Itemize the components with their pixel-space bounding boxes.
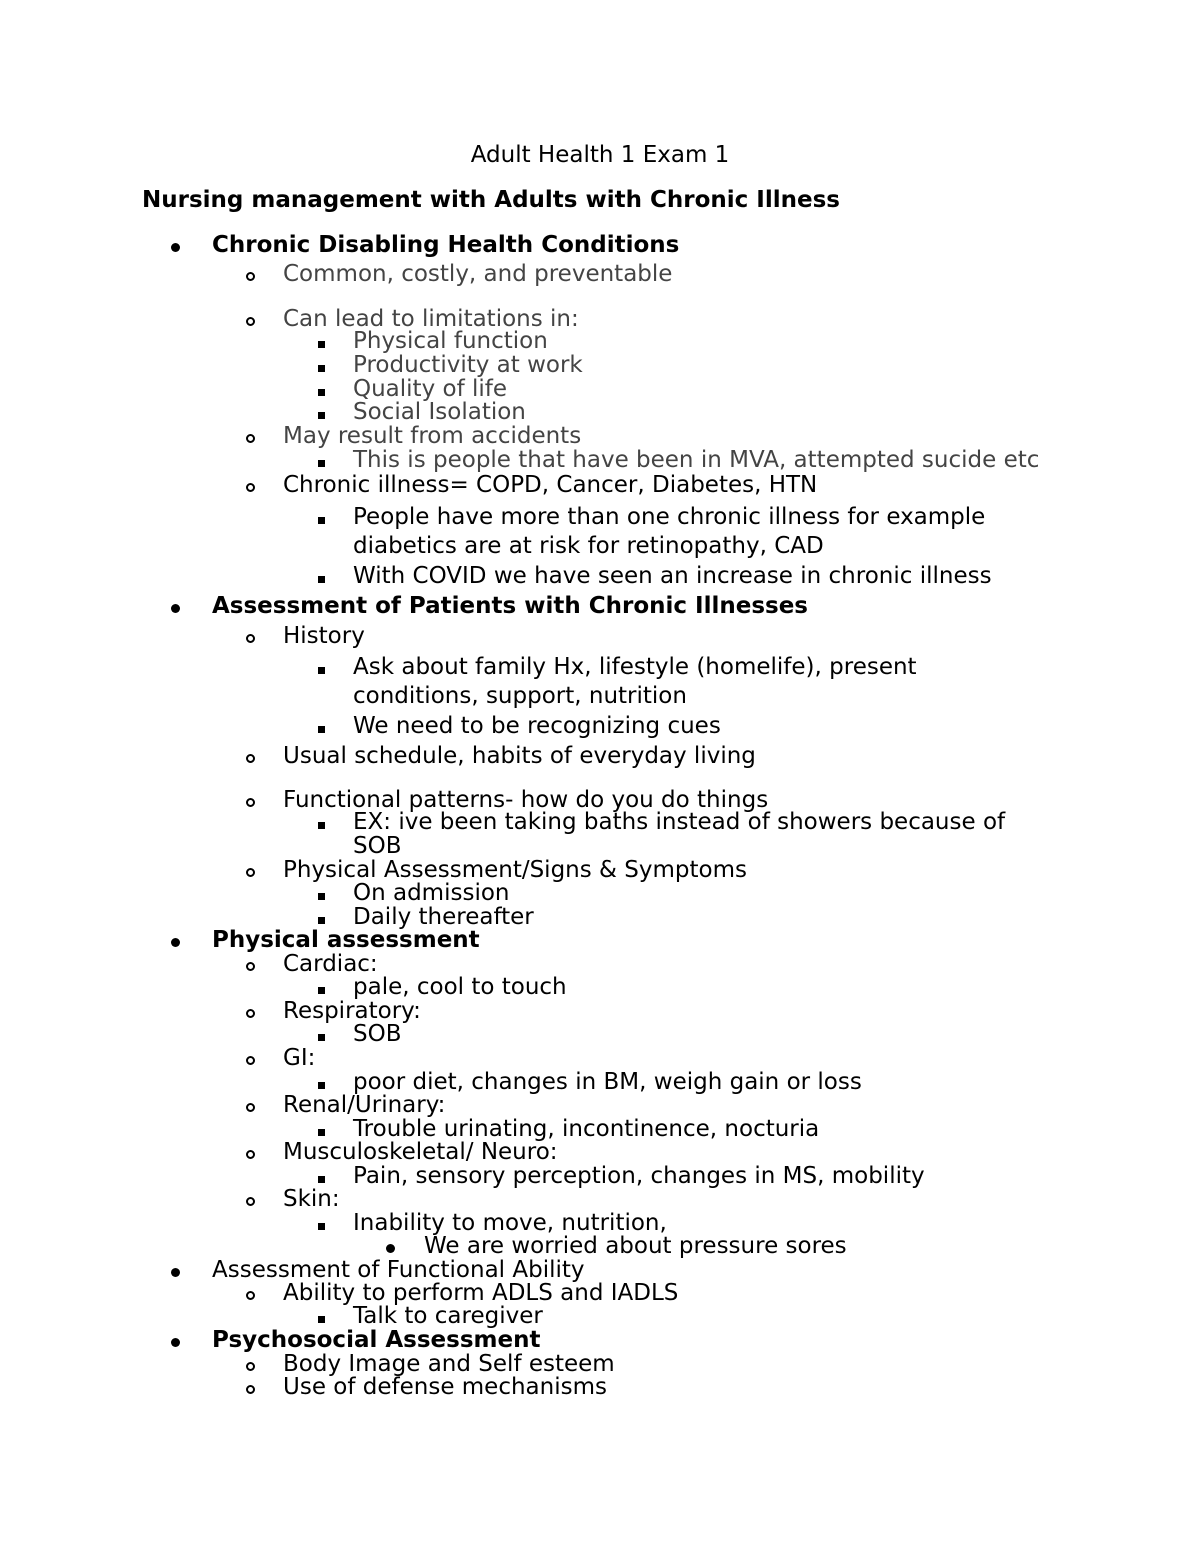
bullet-circle-icon: [246, 1185, 255, 1213]
list-item-label: Social Isolation: [353, 399, 526, 425]
list-item-label: Quality of life: [353, 376, 508, 402]
list-item-label: Talk to caregiver: [353, 1303, 543, 1329]
bullet-square-icon: [316, 712, 325, 740]
list-item-label: Renal/Urinary:: [283, 1092, 446, 1118]
bullet-circle-icon: [246, 471, 255, 499]
bullet-circle-icon: [246, 1373, 255, 1401]
list-item-label: EX: ive been taking baths instead of showers because of: [353, 809, 1006, 835]
list-item-label: With COVID we have seen an increase in chronic illness: [353, 563, 992, 589]
list-item-label: Physical assessment: [212, 927, 480, 953]
list-item-label: People have more than one chronic illness for example: [353, 504, 986, 530]
list-item-label: We need to be recognizing cues: [353, 713, 721, 739]
list-item-label: Usual schedule, habits of everyday living: [283, 743, 756, 769]
list-item-label: Physical Assessment/Signs & Symptoms: [283, 857, 747, 883]
document-title: Adult Health 1 Exam 1: [470, 142, 730, 168]
list-item-label: Can lead to limitations in:: [283, 306, 579, 332]
list-item-label: SOB: [353, 1021, 402, 1047]
list-item-label: Common, costly, and preventable: [283, 261, 673, 287]
bullet-circle-icon: [246, 1044, 255, 1072]
list-item-label: Use of defense mechanisms: [283, 1374, 607, 1400]
list-item-label: On admission: [353, 880, 510, 906]
list-item-label: poor diet, changes in BM, weigh gain or loss: [353, 1069, 862, 1095]
bullet-circle-icon: [246, 1091, 255, 1119]
list-item-label: This is people that have been in MVA, attempted sucide etc: [353, 447, 1040, 473]
bullet-square-icon: [316, 503, 325, 531]
list-item-label: Daily thereafter: [353, 904, 534, 930]
bullet-square-icon: [316, 808, 325, 836]
list-item-label: Assessment of Patients with Chronic Illnesses: [212, 593, 808, 619]
list-item-label: Skin:: [283, 1186, 340, 1212]
bullet-square-icon: [316, 653, 325, 681]
list-item-label: Trouble urinating, incontinence, nocturia: [353, 1116, 820, 1142]
bullet-dot-icon: [171, 592, 180, 620]
bullet-circle-icon: [246, 305, 255, 333]
bullet-square-icon: [316, 562, 325, 590]
list-item-label: Assessment of Functional Ability: [212, 1257, 585, 1283]
section-heading: Nursing management with Adults with Chronic Illness: [142, 187, 840, 213]
list-item-label: Musculoskeletal/ Neuro:: [283, 1139, 558, 1165]
bullet-square-icon: [316, 446, 325, 474]
list-item-label: diabetics are at risk for retinopathy, CAD: [353, 533, 824, 559]
bullet-circle-icon: [246, 997, 255, 1025]
bullet-circle-icon: [246, 950, 255, 978]
list-item-label: We are worried about pressure sores: [424, 1233, 847, 1259]
bullet-circle-icon: [246, 856, 255, 884]
bullet-dot-icon: [171, 1326, 180, 1354]
list-item-label: Body Image and Self esteem: [283, 1351, 615, 1377]
bullet-circle-icon: [246, 622, 255, 650]
list-item-label: Psychosocial Assessment: [212, 1327, 541, 1353]
list-item-label: Cardiac:: [283, 951, 378, 977]
list-item-label: Ability to perform ADLS and IADLS: [283, 1280, 679, 1306]
bullet-circle-icon: [246, 786, 255, 814]
bullet-circle-icon: [246, 1279, 255, 1307]
bullet-circle-icon: [246, 742, 255, 770]
list-item-label: Inability to move, nutrition,: [353, 1210, 667, 1236]
bullet-circle-icon: [246, 422, 255, 450]
list-item-label: May result from accidents: [283, 423, 582, 449]
bullet-dot-icon: [171, 926, 180, 954]
list-item-label: Chronic Disabling Health Conditions: [212, 232, 680, 258]
list-item-label: History: [283, 623, 365, 649]
list-item-label: pale, cool to touch: [353, 974, 567, 1000]
bullet-dot-icon: [171, 231, 180, 259]
list-item-label: Pain, sensory perception, changes in MS, mobility: [353, 1163, 925, 1189]
list-item-label: Ask about family Hx, lifestyle (homelife), present: [353, 654, 917, 680]
list-item-label: Functional patterns- how do you do things: [283, 787, 769, 813]
list-item-label: Physical function: [353, 328, 548, 354]
list-item-label: Chronic illness= COPD, Cancer, Diabetes, HTN: [283, 472, 818, 498]
bullet-dot-icon: [171, 1256, 180, 1284]
bullet-circle-icon: [246, 260, 255, 288]
list-item-label: SOB: [353, 833, 402, 859]
bullet-square-icon: [316, 1209, 325, 1237]
list-item-label: GI:: [283, 1045, 316, 1071]
bullet-circle-icon: [246, 1138, 255, 1166]
bullet-square-icon: [316, 1020, 325, 1048]
list-item-label: Productivity at work: [353, 352, 583, 378]
list-item-label: conditions, support, nutrition: [353, 683, 687, 709]
list-item-label: Respiratory:: [283, 998, 421, 1024]
